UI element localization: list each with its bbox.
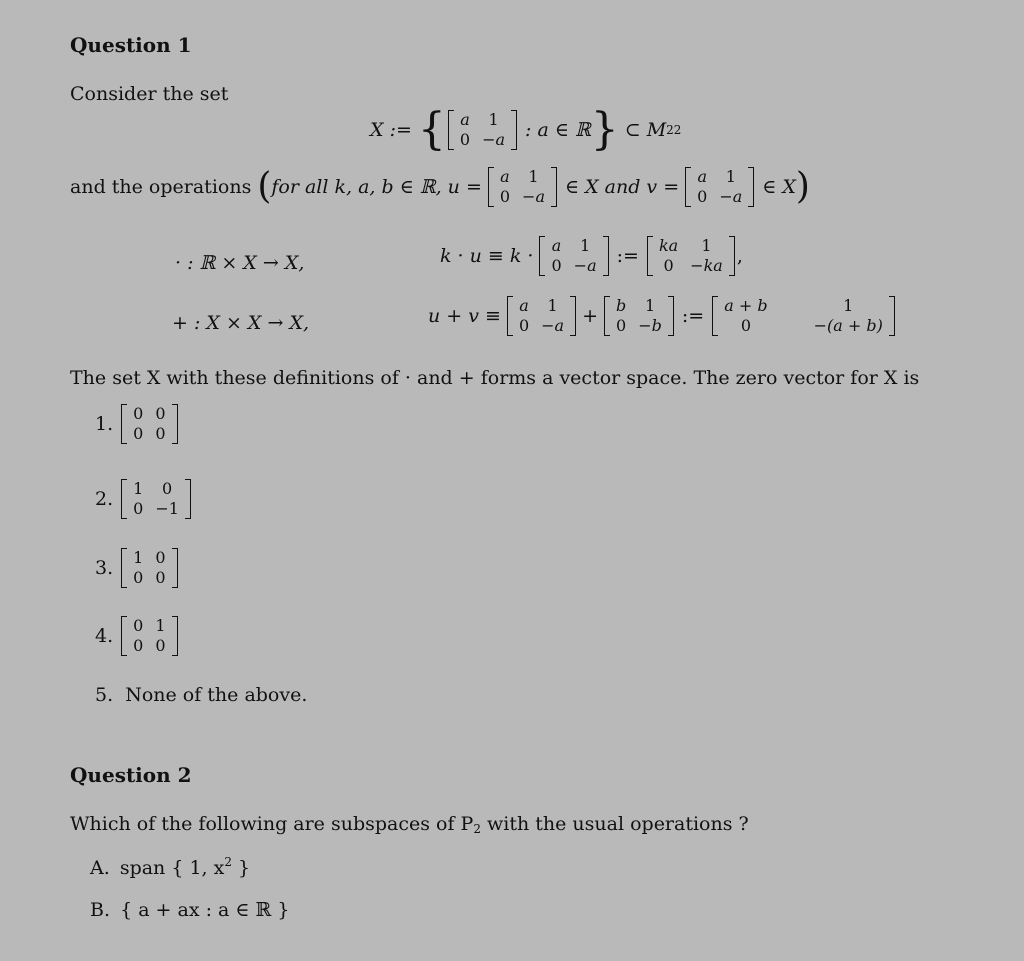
option-matrix: 0 1 0 0 (121, 616, 177, 656)
set-rhs: ⊂ M (624, 119, 667, 141)
q2-option-a[interactable] (90, 855, 250, 879)
q1-option-2[interactable] (95, 479, 193, 519)
option-text: { a + ax : a ∈ ℝ } (120, 899, 290, 921)
add-signature: + : X × X → X, (172, 312, 310, 334)
option-letter: A. (90, 857, 110, 879)
q2-prompt (70, 813, 749, 836)
scalar-u-matrix: a 1 0 −a (539, 236, 608, 276)
ops-in-x2: ∈ X (762, 176, 796, 198)
scalar-result-matrix: ka 1 0 −ka (647, 236, 735, 276)
option-text: span { 1, x (119, 857, 225, 879)
q2-option-b[interactable] (90, 899, 289, 921)
ops-prefix: and the operations (70, 176, 252, 198)
option-letter: B. (90, 899, 111, 921)
option-tail: } (231, 857, 251, 879)
option-matrix: 1 0 0 −1 (121, 479, 191, 519)
add-defeq: := (681, 305, 705, 327)
set-definition: X := { a 1 0 −a : a ∈ ℝ } ⊂ M 22 (370, 104, 682, 155)
set-matrix: a 1 0 −a (448, 110, 517, 150)
scalar-signature: · : ℝ × X → X, (175, 252, 305, 274)
option-text: None of the above. (125, 684, 308, 706)
q2-prompt-sub: 2 (473, 822, 481, 836)
option-sup: 2 (224, 855, 232, 869)
question-1-heading: Question 1 (70, 33, 192, 57)
q1-intro: Consider the set (70, 83, 229, 105)
scalar-definition: k · u ≡ k · a 1 0 −a := ka 1 0 −ka , (440, 236, 743, 275)
q2-prompt-text: Which of the following are subspaces of P (70, 813, 474, 835)
add-u-matrix: a 1 0 −a (507, 296, 576, 336)
q1-option-5[interactable] (95, 684, 307, 706)
ops-in-x: ∈ X and v = (565, 176, 680, 198)
scalar-defeq: := (616, 245, 639, 267)
ops-for: for all k, a, b ∈ ℝ, u = (271, 176, 482, 198)
q1-closing: The set X with these definitions of · and + forms a vector space. The zero vector for X is (70, 367, 920, 389)
scalar-lhs: k · u ≡ k · (440, 245, 534, 267)
set-sub: 22 (666, 123, 682, 137)
add-definition (428, 296, 897, 336)
set-lhs: X := (370, 119, 412, 141)
add-v-matrix: b 1 0 −b (604, 296, 674, 336)
q1-option-3[interactable] (95, 548, 180, 588)
v-matrix: a 1 0 −a (685, 167, 754, 207)
set-condition: : a ∈ ℝ (525, 119, 591, 141)
add-plus: + (582, 305, 598, 327)
option-number: 4. (95, 625, 114, 647)
option-number: 3. (95, 557, 114, 579)
add-lhs: u + v ≡ (428, 305, 501, 327)
option-matrix: 0 0 0 0 (121, 404, 177, 444)
question-2-heading: Question 2 (70, 763, 192, 787)
q2-prompt-tail: with the usual operations ? (487, 813, 749, 835)
option-number: 2. (95, 488, 114, 510)
option-matrix: 1 0 0 0 (121, 548, 177, 588)
u-matrix: a 1 0 −a (488, 167, 557, 207)
add-result-matrix: a + b 1 0 −(a + b) (712, 296, 895, 336)
option-number: 1. (95, 413, 114, 435)
operations-line: and the operations ( for all k, a, b ∈ ℝ, u = a 1 0 −a ∈ X and v = a 1 0 −a ∈ X ) (70, 166, 810, 207)
q1-option-4[interactable] (95, 616, 180, 656)
q1-option-1[interactable] (95, 404, 180, 444)
option-number: 5. (95, 684, 114, 706)
